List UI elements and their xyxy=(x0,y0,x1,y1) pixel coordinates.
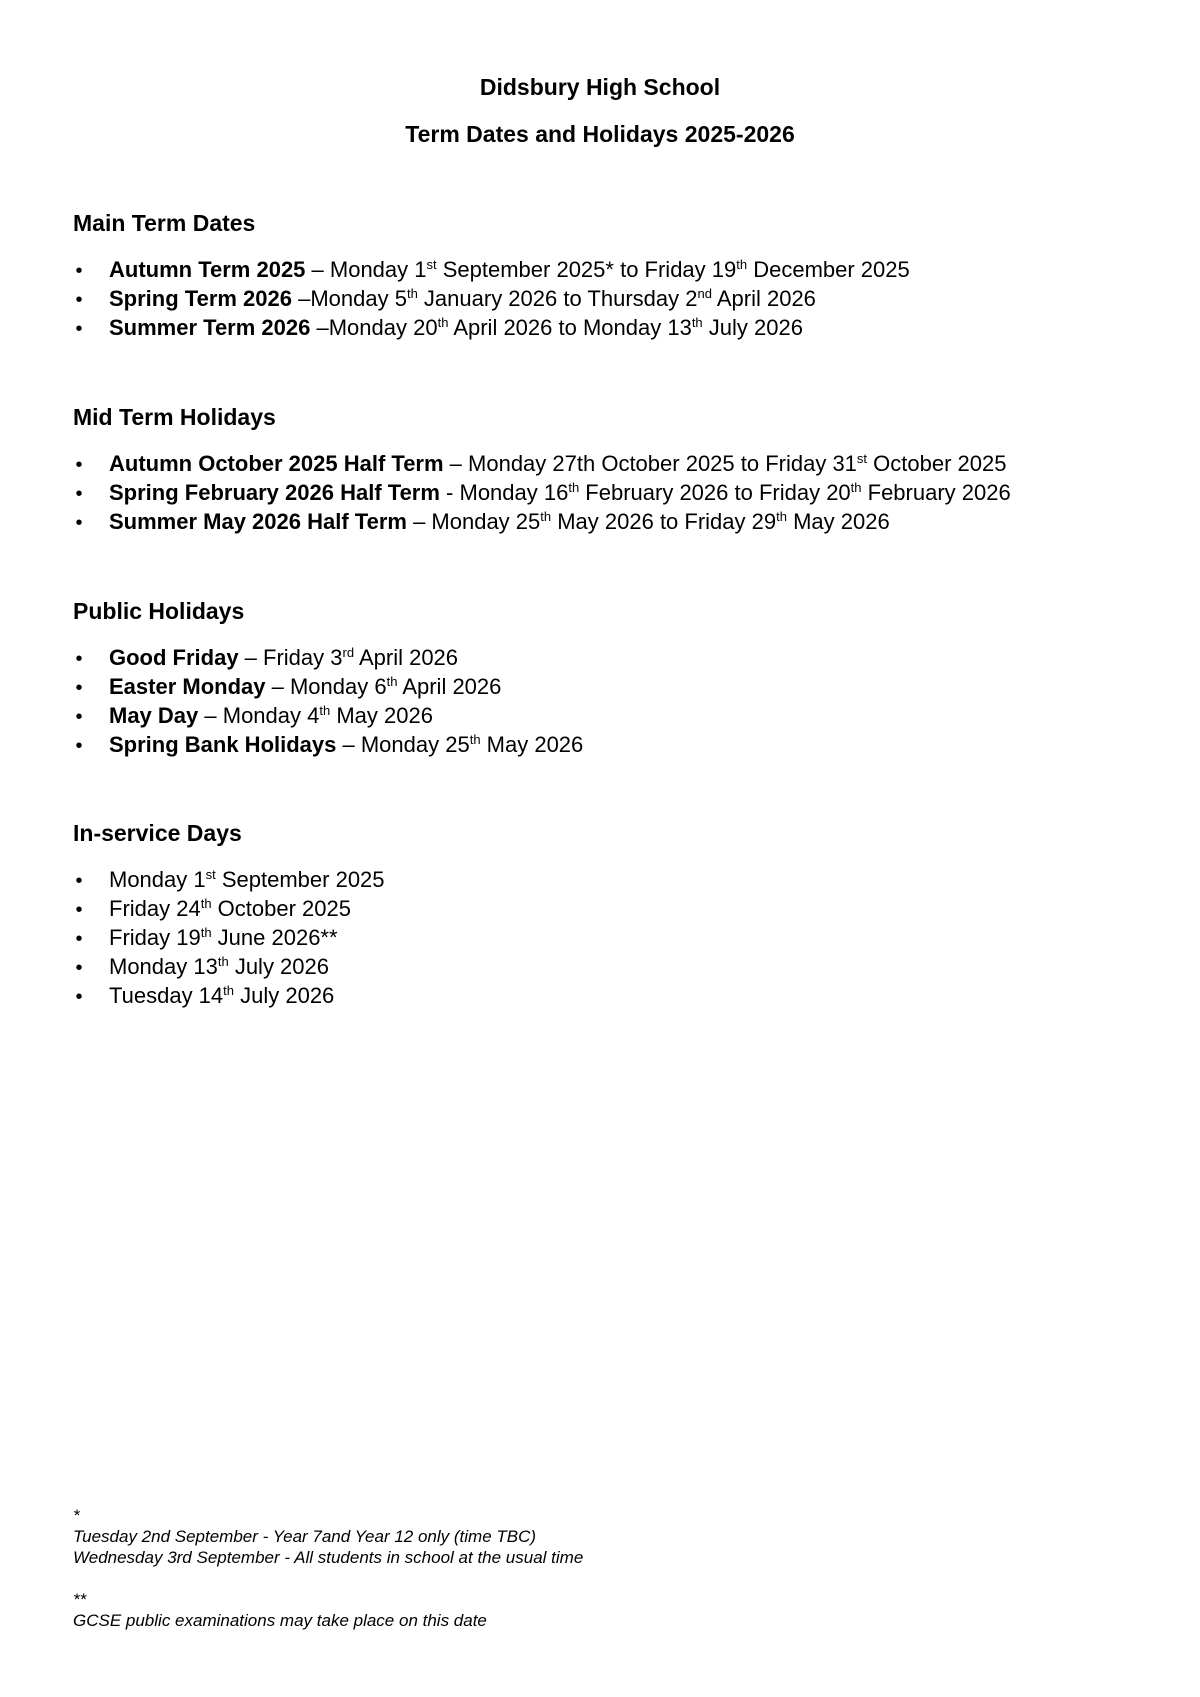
ordinal-suffix: st xyxy=(426,257,437,272)
list-item xyxy=(73,478,1133,507)
bullet-icon xyxy=(73,255,85,286)
footnote-text: GCSE public examinations may take place on this date xyxy=(73,1611,487,1630)
footnote-spacer xyxy=(73,1568,1133,1589)
list-item xyxy=(73,284,1133,313)
ordinal-suffix: th xyxy=(568,480,580,495)
term-text: September 2025* to Friday 19 xyxy=(436,257,737,282)
term-text: July 2026 xyxy=(702,315,803,340)
holiday-text: April 2026 xyxy=(354,645,459,670)
ordinal-suffix: rd xyxy=(342,645,355,660)
list-item xyxy=(73,923,1133,952)
holiday-name: Spring February 2026 Half Term xyxy=(109,480,440,505)
bullet-icon xyxy=(73,701,85,732)
holiday-text: - Monday 16 xyxy=(439,480,569,505)
day-text: October 2025 xyxy=(211,896,351,921)
public-holidays-heading: Public Holidays xyxy=(73,598,245,624)
holiday-text: – Monday 27th October 2025 to Friday 31 xyxy=(443,451,857,476)
day-text: September 2025 xyxy=(215,867,385,892)
holiday-name: Good Friday xyxy=(109,645,239,670)
holiday-text: – Monday 25 xyxy=(336,732,470,757)
ordinal-suffix: th xyxy=(200,925,212,940)
footnote-mark: * xyxy=(73,1506,80,1525)
main-term-dates-section xyxy=(73,209,1133,342)
ordinal-suffix: st xyxy=(856,451,868,466)
term-name: Spring Term 2026 xyxy=(109,286,292,311)
ordinal-suffix: th xyxy=(850,480,862,495)
ordinal-suffix: th xyxy=(406,286,418,301)
inservice-days-heading: In-service Days xyxy=(73,820,242,846)
holiday-text: May 2026 to Friday 29 xyxy=(551,509,777,534)
main-term-dates-heading: Main Term Dates xyxy=(73,210,256,236)
term-name: Autumn Term 2025 xyxy=(109,257,306,282)
list-item xyxy=(73,952,1133,981)
day-text: July 2026 xyxy=(234,983,335,1008)
list-item xyxy=(73,313,1133,342)
holiday-text: May 2026 xyxy=(480,732,584,757)
bullet-icon xyxy=(73,894,85,925)
list-item xyxy=(73,507,1133,536)
term-text: April 2026 to Monday 13 xyxy=(448,315,692,340)
list-item xyxy=(73,865,1133,894)
main-term-dates-list xyxy=(73,255,1133,342)
list-item xyxy=(73,894,1133,923)
ordinal-suffix: th xyxy=(776,509,787,524)
ordinal-suffix: th xyxy=(386,674,398,689)
holiday-text: February 2026 to Friday 20 xyxy=(579,480,851,505)
day-text: Monday 1 xyxy=(109,867,206,892)
list-item xyxy=(73,981,1133,1010)
footnote-text: Tuesday 2nd September - Year 7and Year 12 only (time TBC) xyxy=(73,1527,537,1546)
holiday-name: Summer May 2026 Half Term xyxy=(109,509,407,534)
ordinal-suffix: st xyxy=(205,867,216,882)
bullet-icon xyxy=(73,952,85,983)
list-item xyxy=(73,449,1133,478)
footnotes xyxy=(73,1505,1133,1631)
day-text: July 2026 xyxy=(228,954,329,979)
bullet-icon xyxy=(73,507,85,538)
bullet-icon xyxy=(73,981,85,1012)
mid-term-holidays-list xyxy=(73,449,1133,536)
inservice-days-list xyxy=(73,865,1133,1010)
list-item xyxy=(73,643,1133,672)
bullet-icon xyxy=(73,643,85,674)
ordinal-suffix: th xyxy=(540,509,552,524)
bullet-icon xyxy=(73,478,85,509)
mid-term-holidays-heading: Mid Term Holidays xyxy=(73,404,276,430)
holiday-text: May 2026 xyxy=(330,703,433,728)
list-item xyxy=(73,701,1133,730)
ordinal-suffix: th xyxy=(200,896,212,911)
bullet-icon xyxy=(73,672,85,703)
mid-term-holidays-section xyxy=(73,403,1133,536)
bullet-icon xyxy=(73,923,85,954)
holiday-text: May 2026 xyxy=(786,509,890,534)
list-item xyxy=(73,730,1133,759)
holiday-text: February 2026 xyxy=(861,480,1011,505)
term-text: – Monday 1 xyxy=(305,257,427,282)
term-text: December 2025 xyxy=(747,257,910,282)
holiday-text: October 2025 xyxy=(867,451,1007,476)
ordinal-suffix: th xyxy=(469,732,481,747)
term-text: January 2026 to Thursday 2 xyxy=(417,286,698,311)
ordinal-suffix: th xyxy=(437,315,449,330)
document-title: Term Dates and Holidays 2025-2026 xyxy=(405,121,795,147)
term-text: –Monday 20 xyxy=(310,315,438,340)
public-holidays-list xyxy=(73,643,1133,759)
day-text: Monday 13 xyxy=(109,954,218,979)
school-name: Didsbury High School xyxy=(479,74,721,100)
ordinal-suffix: th xyxy=(319,703,331,718)
footnote-text: Wednesday 3rd September - All students in school at the usual time xyxy=(73,1548,584,1567)
day-text: Friday 19 xyxy=(109,925,201,950)
footnote-mark: ** xyxy=(73,1590,87,1609)
holiday-name: Easter Monday xyxy=(109,674,266,699)
holiday-name: May Day xyxy=(109,703,199,728)
bullet-icon xyxy=(73,865,85,896)
ordinal-suffix: nd xyxy=(697,286,712,301)
term-name: Summer Term 2026 xyxy=(109,315,311,340)
bullet-icon xyxy=(73,284,85,315)
bullet-icon xyxy=(73,449,85,480)
holiday-text: – Monday 25 xyxy=(406,509,541,534)
day-text: Tuesday 14 xyxy=(109,983,224,1008)
ordinal-suffix: th xyxy=(691,315,703,330)
holiday-text: April 2026 xyxy=(397,674,502,699)
holiday-name: Spring Bank Holidays xyxy=(109,732,337,757)
bullet-icon xyxy=(73,313,85,344)
inservice-days-section xyxy=(73,819,1133,1010)
list-item xyxy=(73,255,1133,284)
day-text: June 2026** xyxy=(211,925,338,950)
ordinal-suffix: th xyxy=(223,983,234,998)
list-item xyxy=(73,672,1133,701)
day-text: Friday 24 xyxy=(109,896,201,921)
term-text: –Monday 5 xyxy=(292,286,407,311)
ordinal-suffix: th xyxy=(217,954,229,969)
ordinal-suffix: th xyxy=(736,257,748,272)
term-text: April 2026 xyxy=(711,286,816,311)
holiday-text: – Monday 6 xyxy=(265,674,387,699)
holiday-text: – Friday 3 xyxy=(238,645,343,670)
bullet-icon xyxy=(73,730,85,761)
holiday-name: Autumn October 2025 Half Term xyxy=(109,451,444,476)
public-holidays-section xyxy=(73,597,1133,759)
holiday-text: – Monday 4 xyxy=(198,703,320,728)
